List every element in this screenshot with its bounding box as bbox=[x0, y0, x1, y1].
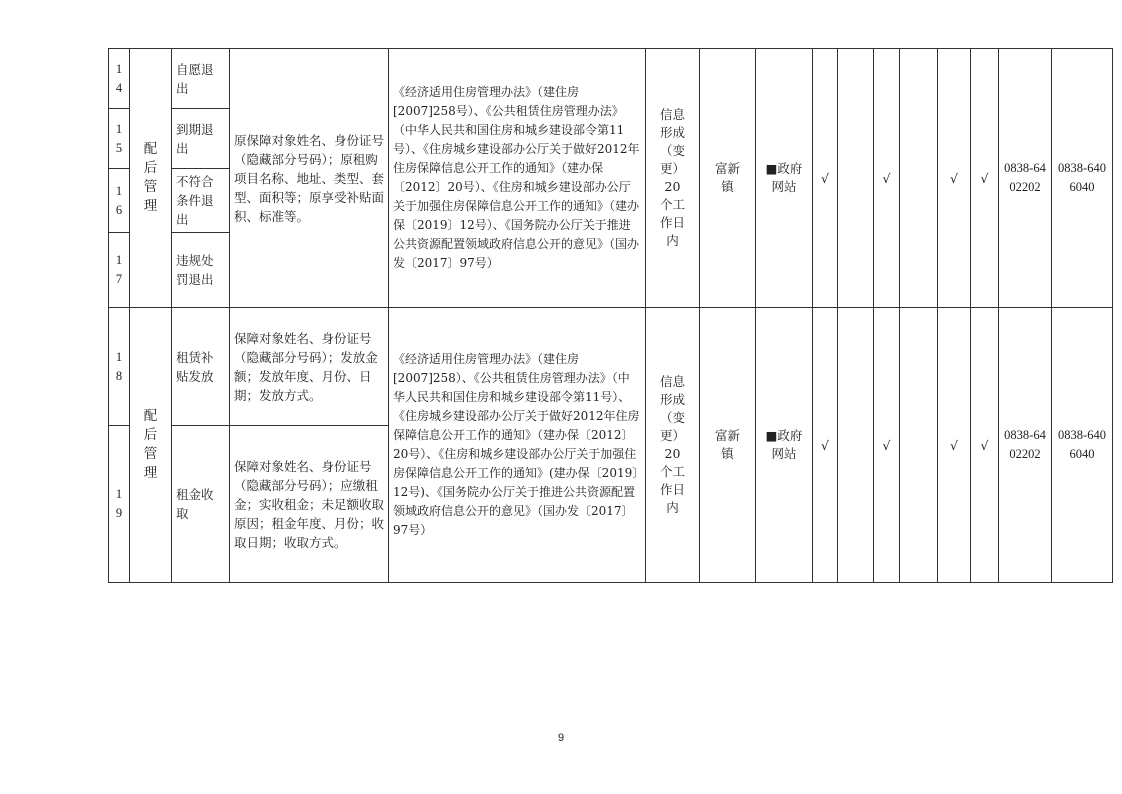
disclosure-table bbox=[108, 48, 1113, 583]
row-number: 15 bbox=[109, 109, 130, 169]
table-row bbox=[109, 49, 1113, 109]
row-number: 19 bbox=[109, 426, 130, 583]
phone-cell: 0838-6406040 bbox=[1052, 308, 1113, 583]
check-mark-cell: √ bbox=[971, 49, 999, 308]
phone-cell: 0838-6406040 bbox=[1052, 49, 1113, 308]
empty-cell bbox=[900, 308, 938, 583]
check-mark-cell: √ bbox=[813, 308, 838, 583]
row-number: 14 bbox=[109, 49, 130, 109]
page-number: 9 bbox=[557, 732, 565, 744]
check-mark-cell: √ bbox=[971, 308, 999, 583]
row-number: 16 bbox=[109, 169, 130, 233]
phone-cell: 0838-6402202 bbox=[999, 308, 1052, 583]
phone-cell: 0838-6402202 bbox=[999, 49, 1052, 308]
check-mark-cell: √ bbox=[938, 49, 971, 308]
sub-item-cell: 违规处罚退出 bbox=[172, 233, 230, 308]
check-mark-cell: √ bbox=[874, 49, 900, 308]
sub-item-cell: 自愿退出 bbox=[172, 49, 230, 109]
channel-cell: ■政府网站 bbox=[756, 308, 813, 583]
table-row bbox=[109, 308, 1113, 426]
sub-item-cell: 不符合条件退出 bbox=[172, 169, 230, 233]
sub-item-cell: 到期退出 bbox=[172, 109, 230, 169]
sub-item-cell: 租金收取 bbox=[172, 426, 230, 583]
check-mark-cell: √ bbox=[938, 308, 971, 583]
basis-cell: 《经济适用住房管理办法》（建住房[2007]258号）、《公共租赁住房管理办法》（中华人民共和国住房和城乡建设部令第11号）、《住房城乡建设部办公厅关于做好2012年住房保障信息公开工作的通知》（建办保〔2012〕20号）、《住房和城乡建设部办公厅关于加强住房保障信息公开工作的通知》（建办保〔2019〕12号）、《国务院办公厅关于推进公共资源配置领域政府信息公开的意见》（国办发〔2017〕97号） bbox=[389, 49, 646, 308]
check-mark-cell: √ bbox=[874, 308, 900, 583]
empty-cell bbox=[900, 49, 938, 308]
empty-cell bbox=[838, 49, 874, 308]
channel-cell: ■政府网站 bbox=[756, 49, 813, 308]
row-number: 17 bbox=[109, 233, 130, 308]
subject-cell: 富新镇 bbox=[700, 308, 756, 583]
content-cell: 原保障对象姓名、身份证号（隐藏部分号码）；原租购项目名称、地址、类型、套型、面积等；原享受补贴面积、标准等。 bbox=[230, 49, 389, 308]
content-cell: 保障对象姓名、身份证号（隐藏部分号码）；发放金额；发放年度、月份、日期；发放方式。 bbox=[230, 308, 389, 426]
content-cell: 保障对象姓名、身份证号（隐藏部分号码）；应缴租金；实收租金；未足额收取原因；租金年度、月份；收取日期；收取方式。 bbox=[230, 426, 389, 583]
sub-item-cell: 租赁补贴发放 bbox=[172, 308, 230, 426]
basis-cell: 《经济适用住房管理办法》（建住房[2007]258）、《公共租赁住房管理办法》（中华人民共和国住房和城乡建设部令第11号）、《住房城乡建设部办公厅关于做好2012年住房保障信息公开工作的通知》（建办保〔2012〕20号）、《住房和城乡建设部办公厅关于加强住房保障信息公开工作的通知》(建办保〔2019〕12号)、《国务院办公厅关于推进公共资源配置领域政府信息公开的意见》（国办发〔2017〕97号） bbox=[389, 308, 646, 583]
period-cell: 信息形成（变更）20个工作日内 bbox=[646, 308, 700, 583]
category-cell: 配后管理 bbox=[130, 308, 172, 583]
row-number: 18 bbox=[109, 308, 130, 426]
empty-cell bbox=[838, 308, 874, 583]
check-mark-cell: √ bbox=[813, 49, 838, 308]
category-cell: 配后管理 bbox=[130, 49, 172, 308]
subject-cell: 富新镇 bbox=[700, 49, 756, 308]
period-cell: 信息形成（变更）20个工作日内 bbox=[646, 49, 700, 308]
